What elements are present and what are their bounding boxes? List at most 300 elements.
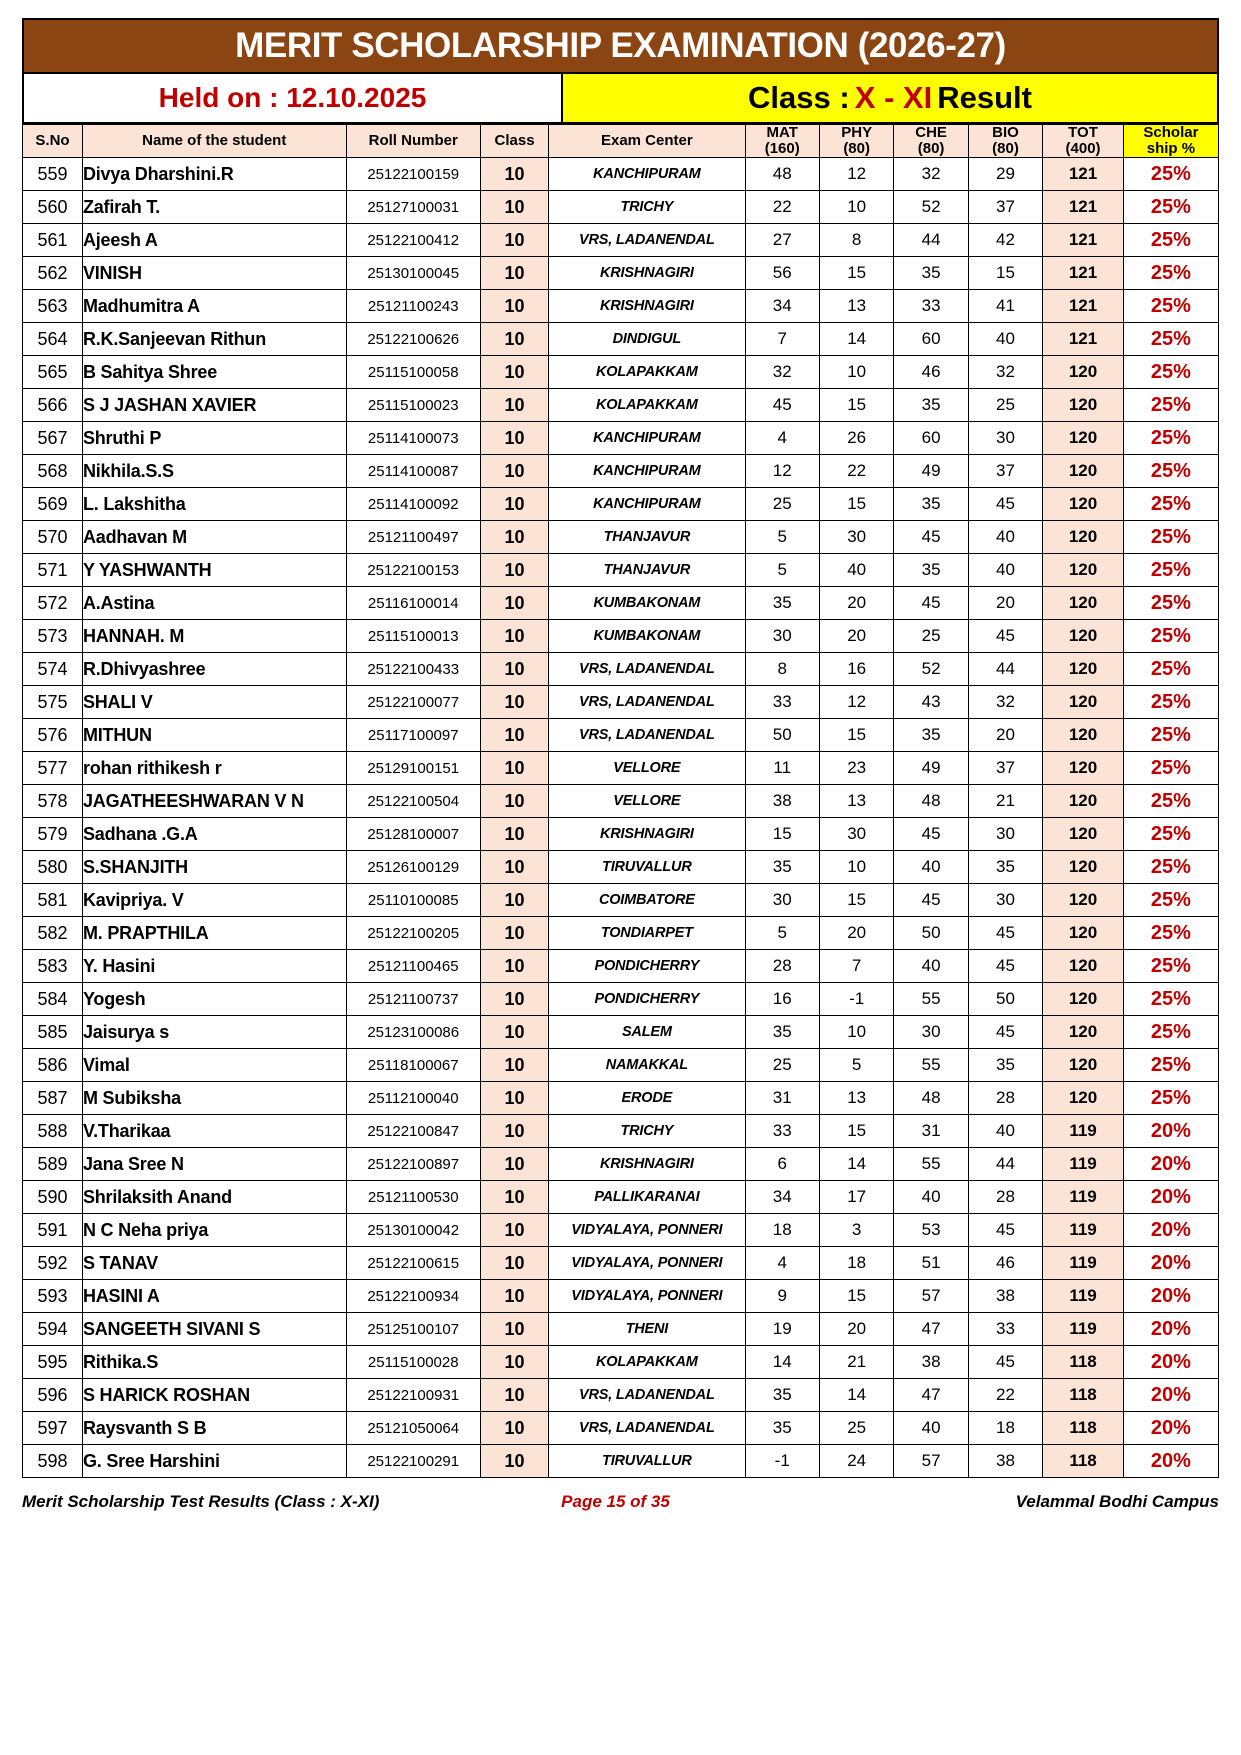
- cell-phy: 10: [819, 1016, 893, 1049]
- cell-phy: 13: [819, 290, 893, 323]
- table-row: [23, 884, 1219, 917]
- cell-roll-number: 25130100042: [346, 1214, 480, 1247]
- cell-class: 10: [480, 389, 548, 422]
- cell-che: 53: [894, 1214, 968, 1247]
- cell-roll-number: 25122100934: [346, 1280, 480, 1313]
- cell-roll-number: 25117100097: [346, 719, 480, 752]
- cell-roll-number: 25122100077: [346, 686, 480, 719]
- cell-bio: 45: [968, 488, 1042, 521]
- page-footer: [22, 1492, 1219, 1512]
- cell-class: 10: [480, 257, 548, 290]
- cell-scholarship: 25%: [1123, 521, 1218, 554]
- cell-che: 31: [894, 1115, 968, 1148]
- cell-mat: 9: [745, 1280, 819, 1313]
- cell-mat: 32: [745, 356, 819, 389]
- cell-class: 10: [480, 620, 548, 653]
- cell-bio: 42: [968, 224, 1042, 257]
- cell-phy: 30: [819, 818, 893, 851]
- cell-exam-center: TRICHY: [549, 1115, 745, 1148]
- cell-sno: 588: [23, 1115, 83, 1148]
- cell-bio: 32: [968, 356, 1042, 389]
- cell-phy: 22: [819, 455, 893, 488]
- cell-bio: 18: [968, 1412, 1042, 1445]
- table-row: [23, 785, 1219, 818]
- cell-mat: 6: [745, 1148, 819, 1181]
- cell-scholarship: 25%: [1123, 983, 1218, 1016]
- cell-mat: 18: [745, 1214, 819, 1247]
- cell-class: 10: [480, 950, 548, 983]
- cell-sno: 567: [23, 422, 83, 455]
- cell-scholarship: 25%: [1123, 818, 1218, 851]
- cell-sno: 563: [23, 290, 83, 323]
- cell-total: 120: [1043, 1049, 1124, 1082]
- cell-roll-number: 25115100058: [346, 356, 480, 389]
- cell-class: 10: [480, 1346, 548, 1379]
- cell-class: 10: [480, 686, 548, 719]
- cell-phy: 40: [819, 554, 893, 587]
- cell-che: 33: [894, 290, 968, 323]
- cell-che: 55: [894, 1049, 968, 1082]
- table-row: [23, 1181, 1219, 1214]
- cell-exam-center: PALLIKARANAI: [549, 1181, 745, 1214]
- cell-che: 47: [894, 1379, 968, 1412]
- col-header-exam-center: Exam Center: [549, 125, 745, 158]
- cell-exam-center: PONDICHERRY: [549, 983, 745, 1016]
- cell-phy: 8: [819, 224, 893, 257]
- cell-class: 10: [480, 1313, 548, 1346]
- cell-scholarship: 25%: [1123, 323, 1218, 356]
- cell-student-name: Shruthi P: [82, 422, 346, 455]
- cell-mat: 38: [745, 785, 819, 818]
- cell-che: 45: [894, 521, 968, 554]
- cell-scholarship: 20%: [1123, 1412, 1218, 1445]
- cell-roll-number: 25122100931: [346, 1379, 480, 1412]
- cell-total: 120: [1043, 356, 1124, 389]
- cell-mat: 28: [745, 950, 819, 983]
- cell-mat: 35: [745, 851, 819, 884]
- cell-student-name: N C Neha priya: [82, 1214, 346, 1247]
- cell-total: 120: [1043, 389, 1124, 422]
- cell-bio: 30: [968, 818, 1042, 851]
- cell-bio: 30: [968, 422, 1042, 455]
- cell-bio: 20: [968, 587, 1042, 620]
- cell-sno: 585: [23, 1016, 83, 1049]
- cell-exam-center: KOLAPAKKAM: [549, 356, 745, 389]
- cell-phy: 25: [819, 1412, 893, 1445]
- cell-roll-number: 25126100129: [346, 851, 480, 884]
- cell-sno: 592: [23, 1247, 83, 1280]
- cell-class: 10: [480, 356, 548, 389]
- cell-bio: 40: [968, 323, 1042, 356]
- cell-roll-number: 25112100040: [346, 1082, 480, 1115]
- cell-che: 44: [894, 224, 968, 257]
- cell-sno: 584: [23, 983, 83, 1016]
- cell-student-name: SHALI V: [82, 686, 346, 719]
- cell-student-name: Yogesh: [82, 983, 346, 1016]
- cell-scholarship: 20%: [1123, 1214, 1218, 1247]
- class-value: X - XI: [854, 80, 933, 115]
- table-row: [23, 1148, 1219, 1181]
- cell-exam-center: DINDIGUL: [549, 323, 745, 356]
- cell-phy: 13: [819, 1082, 893, 1115]
- cell-class: 10: [480, 1280, 548, 1313]
- cell-roll-number: 25122100412: [346, 224, 480, 257]
- cell-mat: 50: [745, 719, 819, 752]
- cell-student-name: S TANAV: [82, 1247, 346, 1280]
- cell-che: 35: [894, 389, 968, 422]
- cell-phy: 3: [819, 1214, 893, 1247]
- cell-scholarship: 25%: [1123, 290, 1218, 323]
- cell-total: 120: [1043, 1082, 1124, 1115]
- cell-scholarship: 25%: [1123, 455, 1218, 488]
- cell-exam-center: THANJAVUR: [549, 521, 745, 554]
- cell-mat: 5: [745, 917, 819, 950]
- cell-total: 119: [1043, 1181, 1124, 1214]
- cell-mat: 7: [745, 323, 819, 356]
- cell-exam-center: VRS, LADANENDAL: [549, 1412, 745, 1445]
- cell-che: 52: [894, 191, 968, 224]
- cell-class: 10: [480, 917, 548, 950]
- cell-bio: 45: [968, 1016, 1042, 1049]
- cell-roll-number: 25121100243: [346, 290, 480, 323]
- cell-class: 10: [480, 587, 548, 620]
- cell-exam-center: KANCHIPURAM: [549, 158, 745, 191]
- cell-phy: 14: [819, 323, 893, 356]
- cell-scholarship: 25%: [1123, 587, 1218, 620]
- cell-total: 118: [1043, 1379, 1124, 1412]
- table-row: [23, 620, 1219, 653]
- cell-exam-center: ERODE: [549, 1082, 745, 1115]
- cell-student-name: L. Lakshitha: [82, 488, 346, 521]
- cell-bio: 32: [968, 686, 1042, 719]
- cell-roll-number: 25122100433: [346, 653, 480, 686]
- cell-exam-center: KUMBAKONAM: [549, 620, 745, 653]
- cell-bio: 29: [968, 158, 1042, 191]
- cell-mat: 11: [745, 752, 819, 785]
- cell-total: 121: [1043, 191, 1124, 224]
- cell-mat: 35: [745, 1016, 819, 1049]
- cell-total: 120: [1043, 917, 1124, 950]
- col-header-mat: MAT (160): [745, 125, 819, 158]
- cell-student-name: S HARICK ROSHAN: [82, 1379, 346, 1412]
- cell-bio: 28: [968, 1082, 1042, 1115]
- cell-total: 118: [1043, 1346, 1124, 1379]
- cell-sno: 572: [23, 587, 83, 620]
- cell-sno: 593: [23, 1280, 83, 1313]
- cell-total: 120: [1043, 653, 1124, 686]
- table-row: [23, 1412, 1219, 1445]
- cell-exam-center: VIDYALAYA, PONNERI: [549, 1214, 745, 1247]
- cell-student-name: Nikhila.S.S: [82, 455, 346, 488]
- table-row: [23, 521, 1219, 554]
- cell-roll-number: 25121050064: [346, 1412, 480, 1445]
- table-row: [23, 1379, 1219, 1412]
- cell-roll-number: 25122100897: [346, 1148, 480, 1181]
- cell-phy: 15: [819, 257, 893, 290]
- cell-scholarship: 20%: [1123, 1445, 1218, 1478]
- cell-bio: 50: [968, 983, 1042, 1016]
- cell-class: 10: [480, 455, 548, 488]
- cell-sno: 565: [23, 356, 83, 389]
- cell-mat: 56: [745, 257, 819, 290]
- cell-phy: 10: [819, 851, 893, 884]
- cell-student-name: HASINI A: [82, 1280, 346, 1313]
- cell-scholarship: 25%: [1123, 422, 1218, 455]
- cell-student-name: Jaisurya s: [82, 1016, 346, 1049]
- cell-scholarship: 20%: [1123, 1346, 1218, 1379]
- table-row: [23, 1445, 1219, 1478]
- cell-bio: 15: [968, 257, 1042, 290]
- cell-che: 35: [894, 488, 968, 521]
- table-row: [23, 554, 1219, 587]
- cell-total: 120: [1043, 587, 1124, 620]
- cell-class: 10: [480, 818, 548, 851]
- table-row: [23, 422, 1219, 455]
- cell-roll-number: 25122100291: [346, 1445, 480, 1478]
- cell-che: 35: [894, 554, 968, 587]
- cell-mat: 48: [745, 158, 819, 191]
- cell-class: 10: [480, 983, 548, 1016]
- cell-total: 121: [1043, 224, 1124, 257]
- cell-exam-center: KRISHNAGIRI: [549, 257, 745, 290]
- cell-scholarship: 20%: [1123, 1280, 1218, 1313]
- table-row: [23, 191, 1219, 224]
- cell-che: 51: [894, 1247, 968, 1280]
- cell-exam-center: KRISHNAGIRI: [549, 1148, 745, 1181]
- cell-che: 50: [894, 917, 968, 950]
- results-table: [22, 124, 1219, 1478]
- cell-total: 119: [1043, 1214, 1124, 1247]
- cell-scholarship: 20%: [1123, 1379, 1218, 1412]
- cell-che: 40: [894, 1412, 968, 1445]
- cell-sno: 596: [23, 1379, 83, 1412]
- cell-sno: 571: [23, 554, 83, 587]
- cell-class: 10: [480, 1445, 548, 1478]
- cell-class: 10: [480, 1115, 548, 1148]
- cell-total: 120: [1043, 521, 1124, 554]
- cell-student-name: Vimal: [82, 1049, 346, 1082]
- cell-class: 10: [480, 1412, 548, 1445]
- cell-student-name: G. Sree Harshini: [82, 1445, 346, 1478]
- cell-mat: 45: [745, 389, 819, 422]
- cell-sno: 564: [23, 323, 83, 356]
- cell-total: 121: [1043, 257, 1124, 290]
- cell-mat: 4: [745, 1247, 819, 1280]
- cell-mat: 27: [745, 224, 819, 257]
- cell-che: 52: [894, 653, 968, 686]
- cell-exam-center: VELLORE: [549, 752, 745, 785]
- cell-student-name: V.Tharikaa: [82, 1115, 346, 1148]
- cell-scholarship: 25%: [1123, 1016, 1218, 1049]
- cell-scholarship: 20%: [1123, 1313, 1218, 1346]
- cell-scholarship: 20%: [1123, 1148, 1218, 1181]
- page-title: MERIT SCHOLARSHIP EXAMINATION (2026-27): [235, 26, 1006, 65]
- cell-phy: 15: [819, 719, 893, 752]
- cell-mat: 4: [745, 422, 819, 455]
- cell-sno: 580: [23, 851, 83, 884]
- table-row: [23, 752, 1219, 785]
- cell-che: 35: [894, 257, 968, 290]
- cell-che: 30: [894, 1016, 968, 1049]
- cell-exam-center: NAMAKKAL: [549, 1049, 745, 1082]
- table-header: [23, 125, 1219, 158]
- cell-sno: 587: [23, 1082, 83, 1115]
- cell-total: 120: [1043, 950, 1124, 983]
- footer-title: Merit Scholarship Test Results (Class : X-XI): [22, 1492, 380, 1511]
- cell-scholarship: 25%: [1123, 1049, 1218, 1082]
- footer-campus: Velammal Bodhi Campus: [1015, 1492, 1219, 1511]
- cell-scholarship: 25%: [1123, 686, 1218, 719]
- table-row: [23, 1313, 1219, 1346]
- cell-roll-number: 25130100045: [346, 257, 480, 290]
- cell-roll-number: 25114100087: [346, 455, 480, 488]
- cell-exam-center: KOLAPAKKAM: [549, 1346, 745, 1379]
- cell-scholarship: 25%: [1123, 752, 1218, 785]
- cell-phy: 20: [819, 620, 893, 653]
- cell-mat: 35: [745, 587, 819, 620]
- cell-class: 10: [480, 224, 548, 257]
- cell-class: 10: [480, 1148, 548, 1181]
- cell-sno: 597: [23, 1412, 83, 1445]
- cell-class: 10: [480, 851, 548, 884]
- cell-student-name: Jana Sree N: [82, 1148, 346, 1181]
- cell-bio: 46: [968, 1247, 1042, 1280]
- cell-exam-center: KANCHIPURAM: [549, 455, 745, 488]
- cell-exam-center: VELLORE: [549, 785, 745, 818]
- table-row: [23, 1049, 1219, 1082]
- cell-sno: 570: [23, 521, 83, 554]
- table-row: [23, 488, 1219, 521]
- col-header-tot: TOT (400): [1043, 125, 1124, 158]
- cell-bio: 37: [968, 752, 1042, 785]
- cell-exam-center: KANCHIPURAM: [549, 488, 745, 521]
- cell-roll-number: 25122100615: [346, 1247, 480, 1280]
- cell-class: 10: [480, 785, 548, 818]
- cell-scholarship: 20%: [1123, 1247, 1218, 1280]
- cell-sno: 574: [23, 653, 83, 686]
- cell-total: 119: [1043, 1280, 1124, 1313]
- cell-total: 120: [1043, 818, 1124, 851]
- cell-che: 40: [894, 1181, 968, 1214]
- cell-student-name: JAGATHEESHWARAN V N: [82, 785, 346, 818]
- cell-phy: 20: [819, 917, 893, 950]
- cell-mat: 15: [745, 818, 819, 851]
- cell-exam-center: TIRUVALLUR: [549, 1445, 745, 1478]
- table-row: [23, 356, 1219, 389]
- cell-class: 10: [480, 554, 548, 587]
- cell-roll-number: 25121100737: [346, 983, 480, 1016]
- cell-bio: 30: [968, 884, 1042, 917]
- table-row: [23, 224, 1219, 257]
- cell-sno: 586: [23, 1049, 83, 1082]
- cell-scholarship: 20%: [1123, 1181, 1218, 1214]
- cell-che: 55: [894, 1148, 968, 1181]
- cell-phy: 10: [819, 191, 893, 224]
- table-row: [23, 719, 1219, 752]
- cell-mat: 33: [745, 1115, 819, 1148]
- cell-exam-center: KRISHNAGIRI: [549, 290, 745, 323]
- cell-exam-center: TONDIARPET: [549, 917, 745, 950]
- cell-student-name: Madhumitra A: [82, 290, 346, 323]
- cell-che: 55: [894, 983, 968, 1016]
- cell-student-name: Y. Hasini: [82, 950, 346, 983]
- cell-phy: 23: [819, 752, 893, 785]
- cell-class: 10: [480, 422, 548, 455]
- cell-sno: 589: [23, 1148, 83, 1181]
- cell-class: 10: [480, 752, 548, 785]
- cell-roll-number: 25121100530: [346, 1181, 480, 1214]
- cell-che: 57: [894, 1280, 968, 1313]
- cell-exam-center: KOLAPAKKAM: [549, 389, 745, 422]
- table-row: [23, 1214, 1219, 1247]
- cell-sno: 568: [23, 455, 83, 488]
- cell-student-name: VINISH: [82, 257, 346, 290]
- cell-scholarship: 25%: [1123, 191, 1218, 224]
- cell-che: 45: [894, 818, 968, 851]
- cell-bio: 41: [968, 290, 1042, 323]
- cell-mat: 16: [745, 983, 819, 1016]
- cell-roll-number: 25127100031: [346, 191, 480, 224]
- cell-phy: 10: [819, 356, 893, 389]
- cell-sno: 560: [23, 191, 83, 224]
- cell-exam-center: THANJAVUR: [549, 554, 745, 587]
- cell-class: 10: [480, 1214, 548, 1247]
- cell-exam-center: TRICHY: [549, 191, 745, 224]
- cell-mat: 35: [745, 1412, 819, 1445]
- cell-scholarship: 25%: [1123, 389, 1218, 422]
- cell-student-name: Divya Dharshini.R: [82, 158, 346, 191]
- cell-mat: 5: [745, 554, 819, 587]
- cell-roll-number: 25128100007: [346, 818, 480, 851]
- cell-bio: 45: [968, 917, 1042, 950]
- cell-che: 49: [894, 752, 968, 785]
- cell-total: 120: [1043, 686, 1124, 719]
- cell-che: 49: [894, 455, 968, 488]
- cell-sno: 561: [23, 224, 83, 257]
- table-row: [23, 323, 1219, 356]
- cell-roll-number: 25110100085: [346, 884, 480, 917]
- cell-exam-center: PONDICHERRY: [549, 950, 745, 983]
- cell-phy: 17: [819, 1181, 893, 1214]
- cell-bio: 40: [968, 521, 1042, 554]
- cell-mat: 5: [745, 521, 819, 554]
- cell-phy: 15: [819, 1280, 893, 1313]
- cell-che: 57: [894, 1445, 968, 1478]
- cell-bio: 44: [968, 1148, 1042, 1181]
- cell-scholarship: 25%: [1123, 785, 1218, 818]
- cell-sno: 573: [23, 620, 83, 653]
- cell-exam-center: SALEM: [549, 1016, 745, 1049]
- col-header-sno: S.No: [23, 125, 83, 158]
- cell-mat: 14: [745, 1346, 819, 1379]
- cell-total: 120: [1043, 554, 1124, 587]
- held-on-text: Held on : 12.10.2025: [158, 82, 427, 113]
- cell-total: 120: [1043, 752, 1124, 785]
- cell-bio: 38: [968, 1445, 1042, 1478]
- cell-phy: 15: [819, 1115, 893, 1148]
- cell-phy: 30: [819, 521, 893, 554]
- cell-sno: 566: [23, 389, 83, 422]
- cell-exam-center: KUMBAKONAM: [549, 587, 745, 620]
- cell-exam-center: VIDYALAYA, PONNERI: [549, 1280, 745, 1313]
- cell-total: 120: [1043, 455, 1124, 488]
- cell-bio: 35: [968, 851, 1042, 884]
- cell-roll-number: 25114100073: [346, 422, 480, 455]
- cell-sno: 595: [23, 1346, 83, 1379]
- table-row: [23, 1247, 1219, 1280]
- cell-exam-center: COIMBATORE: [549, 884, 745, 917]
- cell-total: 119: [1043, 1313, 1124, 1346]
